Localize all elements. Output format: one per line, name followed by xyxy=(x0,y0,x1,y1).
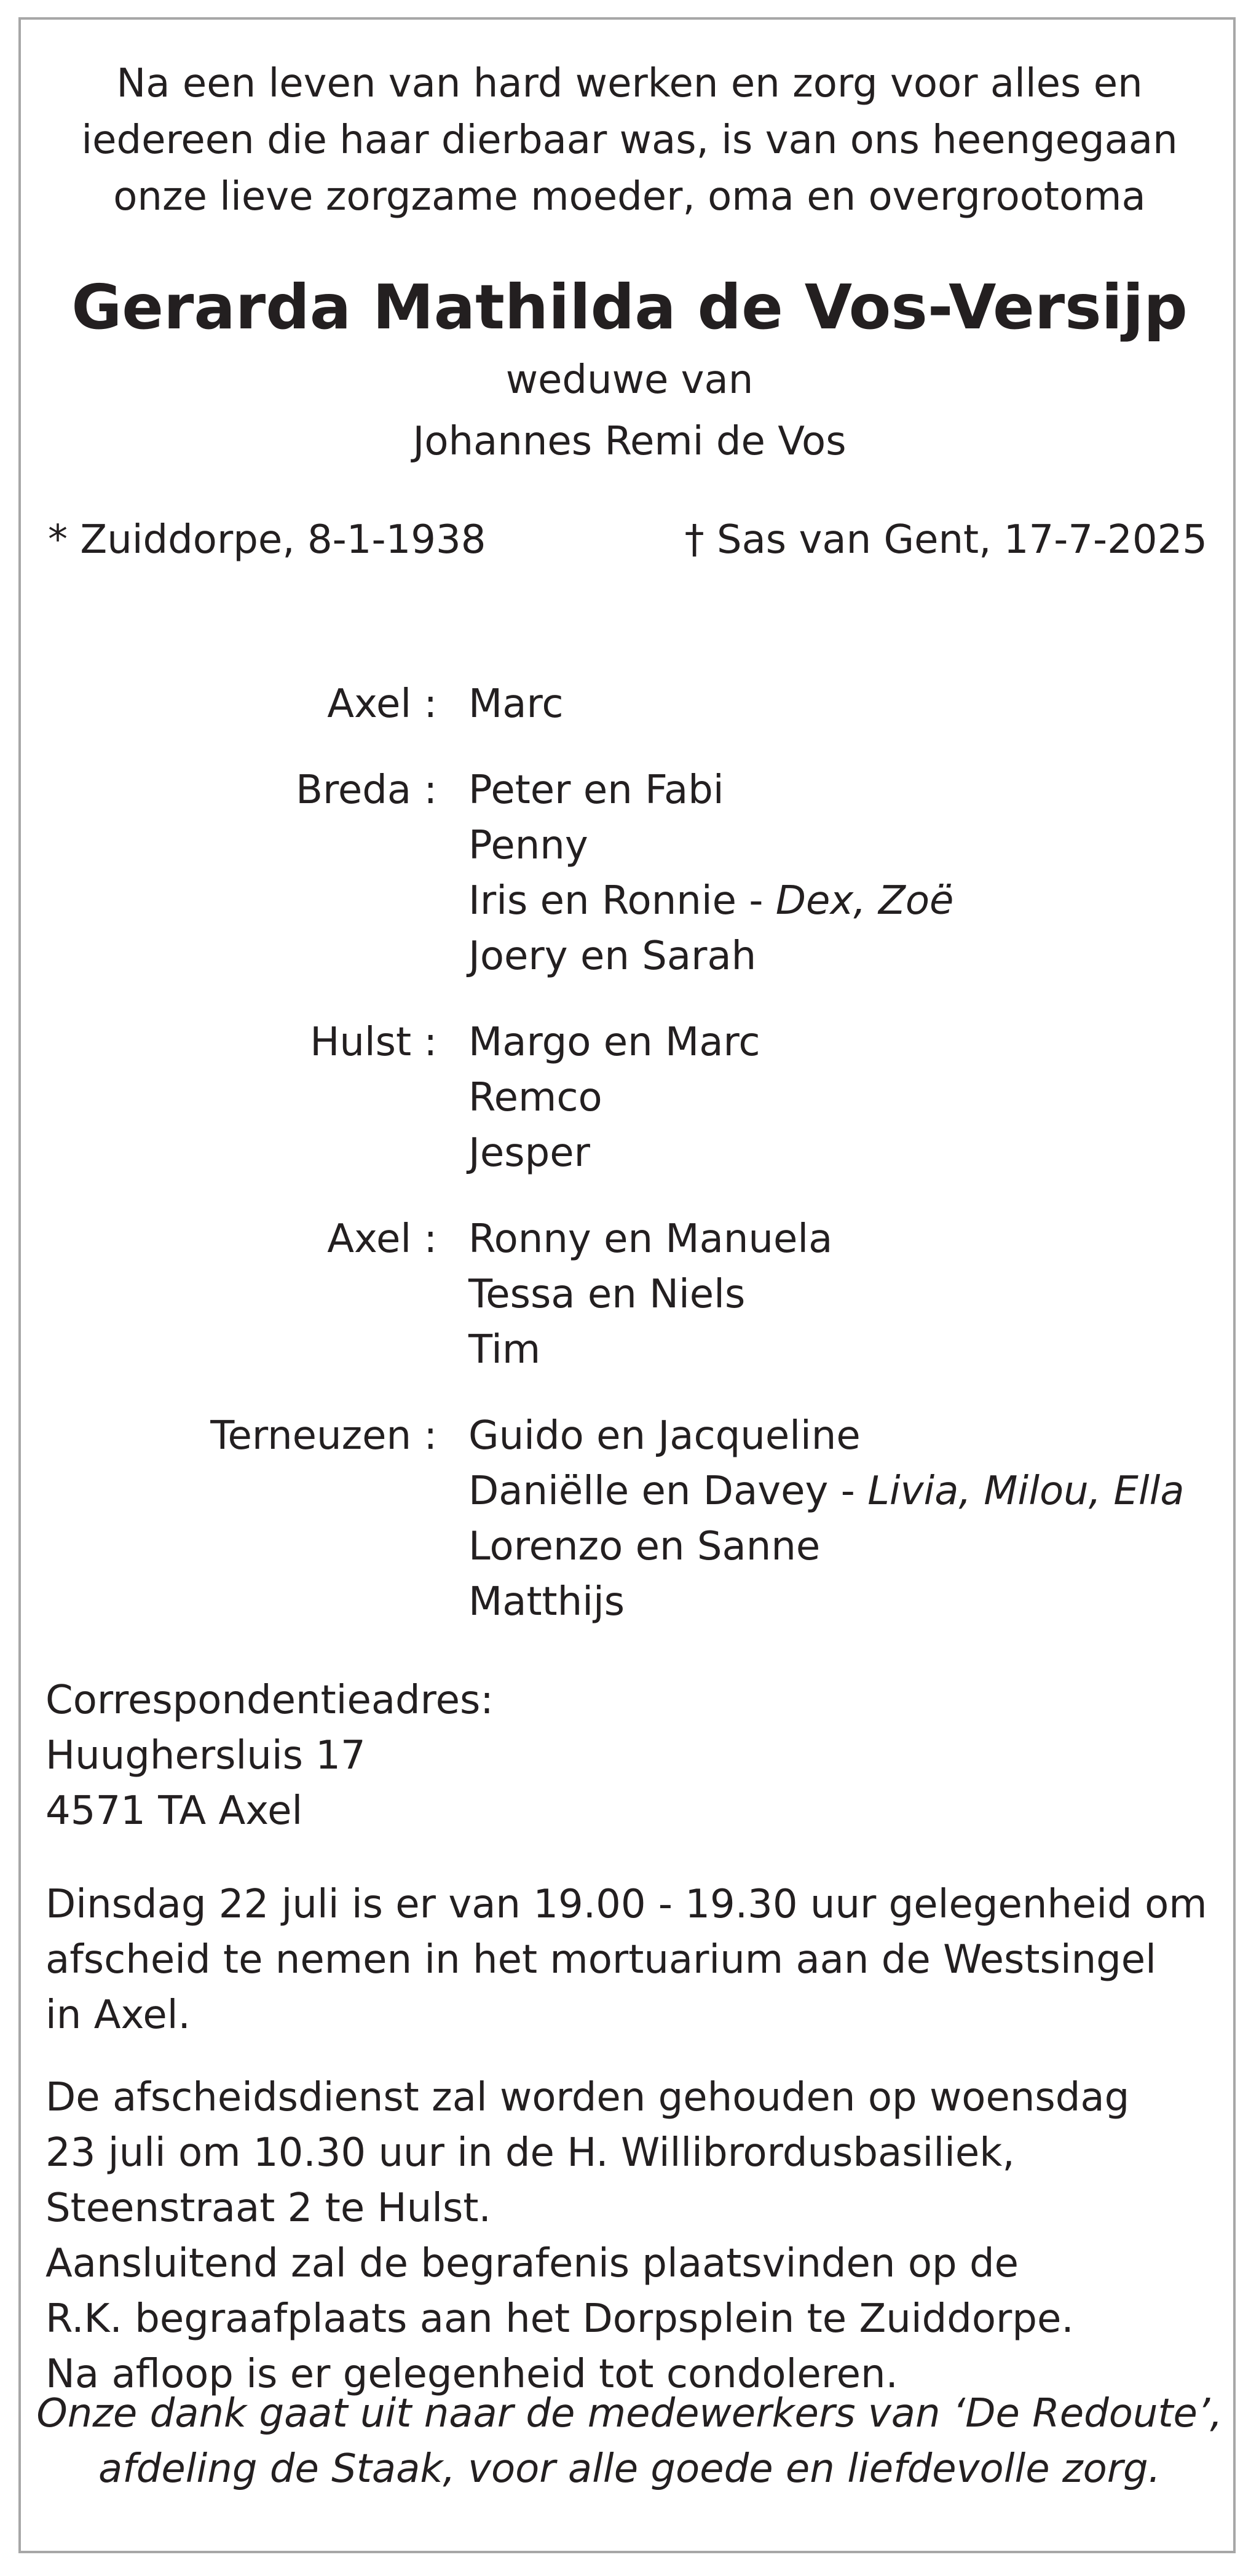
family-names xyxy=(468,676,1237,732)
family-list xyxy=(0,676,1259,1660)
family-line: Iris en Ronnie - Dex, Zoë xyxy=(468,878,954,924)
widow-label: weduwe van xyxy=(505,357,754,403)
family-line: Matthijs xyxy=(468,1579,625,1625)
family-place: Axel : xyxy=(327,681,437,727)
paragraph-line: afscheid te nemen in het mortuarium aan de Westsingel xyxy=(45,1937,1156,1983)
grandchildren-names: Livia, Milou, Ella xyxy=(867,1468,1185,1514)
family-place: Terneuzen : xyxy=(210,1413,437,1459)
family-line: Margo en Marc xyxy=(468,1020,760,1065)
address-street: Huughersluis 17 xyxy=(45,1733,366,1778)
service-paragraph xyxy=(45,2070,1214,2402)
paragraph-line: in Axel. xyxy=(45,1992,191,2038)
family-place: Axel : xyxy=(327,1216,437,1262)
family-line: Lorenzo en Sanne xyxy=(468,1524,821,1569)
family-line: Tessa en Niels xyxy=(468,1272,746,1317)
family-names xyxy=(468,763,1237,984)
family-group xyxy=(0,763,1259,984)
family-names xyxy=(468,1015,1237,1181)
deceased-name: Gerarda Mathilda de Vos-Versijp xyxy=(71,271,1188,343)
family-line: Jesper xyxy=(468,1130,590,1176)
family-line: Guido en Jacqueline xyxy=(468,1413,861,1459)
family-line: Ronny en Manuela xyxy=(468,1216,833,1262)
family-place: Breda : xyxy=(296,767,437,813)
thanks-text xyxy=(0,2386,1259,2497)
family-group xyxy=(0,1211,1259,1377)
family-group xyxy=(0,1015,1259,1181)
family-line: Marc xyxy=(468,681,564,727)
intro-line: Na een leven van hard werken en zorg voor alles en xyxy=(116,61,1143,106)
family-line: Tim xyxy=(468,1327,541,1373)
family-group xyxy=(0,676,1259,732)
paragraph-line: Aansluitend zal de begrafenis plaatsvinden op de xyxy=(45,2241,1019,2286)
address-city: 4571 TA Axel xyxy=(45,1788,303,1834)
paragraph-line: 23 juli om 10.30 uur in de H. Willibrordusbasiliek, xyxy=(45,2130,1015,2176)
family-names xyxy=(468,1211,1237,1377)
widow-block xyxy=(0,349,1259,472)
paragraph-line: R.K. begraafplaats aan het Dorpsplein te Zuiddorpe. xyxy=(45,2296,1074,2342)
family-line: Remco xyxy=(468,1075,602,1120)
family-names xyxy=(468,1408,1237,1630)
address-label: Correspondentieadres: xyxy=(45,1678,494,1723)
intro-line: onze lieve zorgzame moeder, oma en overgrootoma xyxy=(113,174,1146,220)
death-date: † Sas van Gent, 17-7-2025 xyxy=(684,517,1207,563)
paragraph-line: Dinsdag 22 juli is er van 19.00 - 19.30 uur gelegenheid om xyxy=(45,1882,1207,1927)
intro-text xyxy=(0,55,1259,225)
intro-line: iedereen die haar dierbaar was, is van ons heengegaan xyxy=(81,117,1178,163)
paragraph-line: Steenstraat 2 te Hulst. xyxy=(45,2186,491,2231)
family-line: Peter en Fabi xyxy=(468,767,724,813)
family-group xyxy=(0,1408,1259,1630)
paragraph-line: De afscheidsdienst zal worden gehouden op woensdag xyxy=(45,2075,1130,2120)
thanks-line: Onze dank gaat uit naar de medewerkers van ‘De Redoute’, xyxy=(36,2391,1223,2436)
birth-date: * Zuiddorpe, 8-1-1938 xyxy=(48,517,486,563)
spouse-name: Johannes Remi de Vos xyxy=(412,419,847,464)
thanks-line: afdeling de Staak, voor alle goede en liefdevolle zorg. xyxy=(98,2446,1161,2492)
grandchildren-names: Dex, Zoë xyxy=(775,878,954,924)
paragraph-line: Na afloop is er gelegenheid tot condoleren. xyxy=(45,2352,898,2397)
farewell-paragraph xyxy=(45,1877,1214,2043)
family-place: Hulst : xyxy=(310,1020,437,1065)
family-line: Daniëlle en Davey - Livia, Milou, Ella xyxy=(468,1468,1185,1514)
family-line: Joery en Sarah xyxy=(468,933,757,979)
family-line: Penny xyxy=(468,823,588,868)
correspondence-address xyxy=(45,1673,1214,1839)
